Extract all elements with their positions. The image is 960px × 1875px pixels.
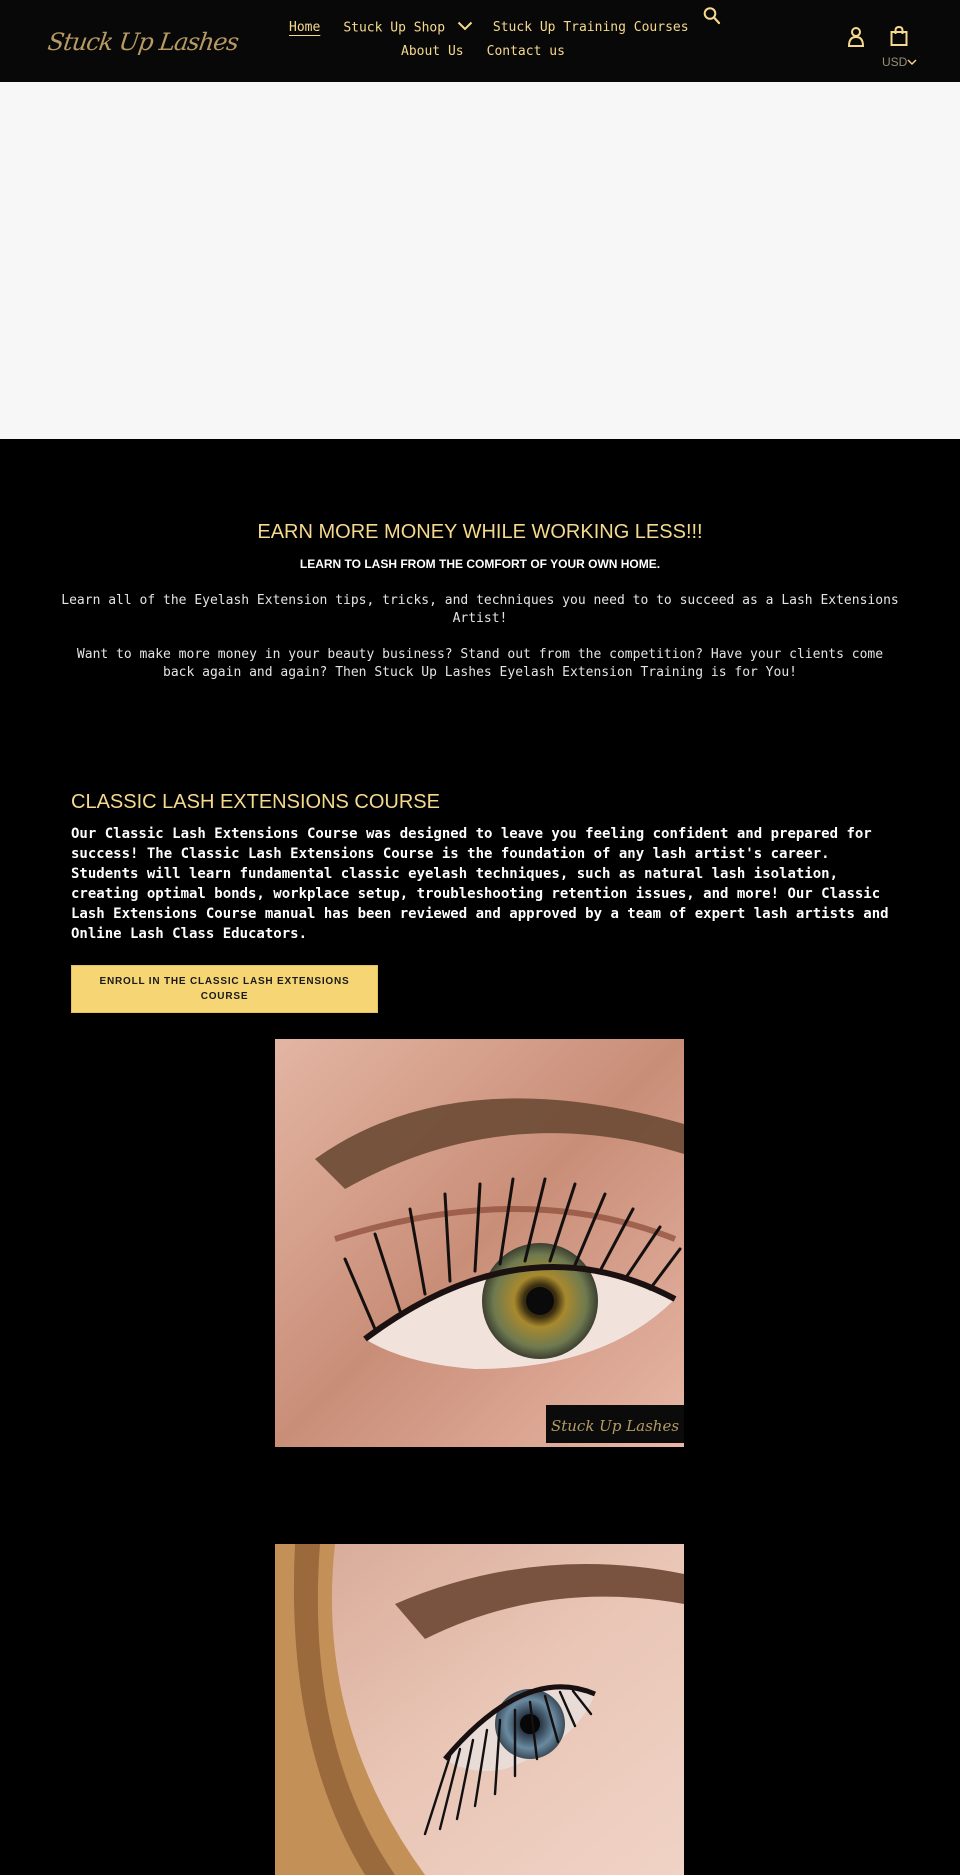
intro-subheading: LEARN TO LASH FROM THE COMFORT OF YOUR OWN HOME. xyxy=(299,557,661,571)
main-nav-row2 xyxy=(401,43,565,61)
photo-watermark: Stuck Up Lashes xyxy=(550,1417,680,1435)
nav-shop[interactable] xyxy=(343,19,473,38)
lash-photo-2 xyxy=(275,1544,684,1875)
nav-training[interactable]: Stuck Up Training Courses xyxy=(492,20,689,36)
account-icon[interactable] xyxy=(846,26,866,48)
site-header xyxy=(0,0,960,82)
currency-label: USD xyxy=(882,55,908,69)
enroll-button[interactable]: ENROLL IN THE CLASSIC LASH EXTENSIONS COURSE xyxy=(71,965,378,1013)
lash-photo-1 xyxy=(275,1039,684,1447)
intro-heading: EARN MORE MONEY WHILE WORKING LESS!!! xyxy=(257,521,703,543)
nav-contact[interactable]: Contact us xyxy=(486,44,565,59)
nav-home[interactable]: Home xyxy=(289,20,321,36)
intro-paragraph-1: Learn all of the Eyelash Extension tips, tricks, and techniques you need to to succeed as a Lash Extensions Artist! xyxy=(61,593,899,626)
site-logo[interactable] xyxy=(46,22,240,62)
intro-section xyxy=(60,518,900,700)
course-heading: CLASSIC LASH EXTENSIONS COURSE xyxy=(71,791,440,813)
intro-paragraph-2: Want to make more money in your beauty business? Stand out from the competition? Have your clients come back again and again? Then Stuck Up Lashes Eyelash Extension Training is for You! xyxy=(76,647,884,680)
hero-banner xyxy=(0,82,960,439)
cart-icon[interactable] xyxy=(889,25,909,47)
nav-shop-label: Stuck Up Shop xyxy=(343,20,446,36)
search-icon[interactable] xyxy=(703,6,721,26)
chevron-down-icon xyxy=(457,19,473,37)
main-nav xyxy=(289,19,689,38)
chevron-down-icon xyxy=(907,55,917,69)
course-section xyxy=(71,788,891,944)
logo-text: Stuck Up Lashes xyxy=(46,28,240,56)
currency-selector[interactable] xyxy=(882,55,917,69)
nav-about[interactable]: About Us xyxy=(401,44,464,59)
course-description: Our Classic Lash Extensions Course was designed to leave you feeling confident and prepared for success! The Classic Lash Extensions Course is the foundation of any lash artist's career. Students will learn fundamental classic eyelash techniques, such as natural lash isolation, creating optimal bonds, workplace setup, troubleshooting retention issues, and more! Our Classic Lash Extensions Course manual has been reviewed and approved by a team of expert lash artists and Online Lash Class Educators. xyxy=(71,826,889,942)
